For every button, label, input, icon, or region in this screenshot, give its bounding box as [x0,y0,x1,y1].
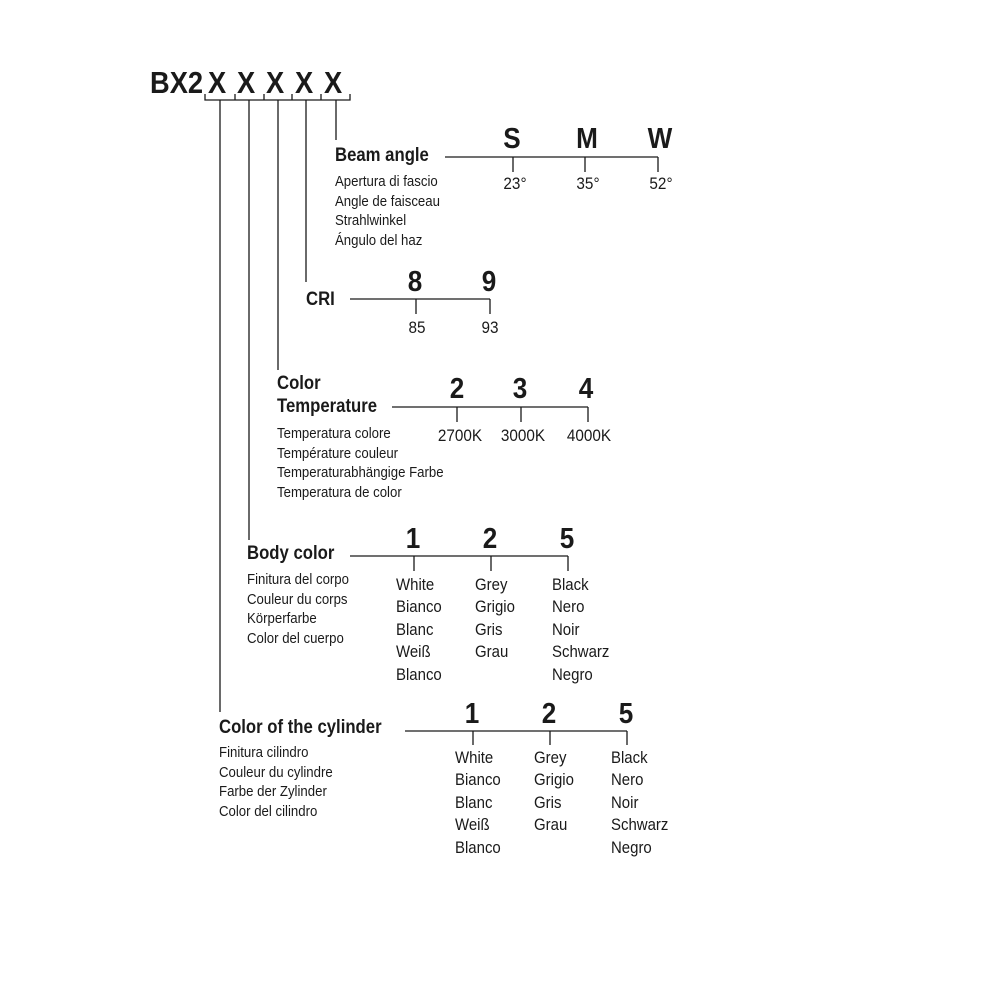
cyl-option-value: Blanco [455,837,501,857]
body-option-value: Blanco [396,664,442,684]
cyl-option-code: 1 [464,698,480,730]
cyl-option-list [611,747,668,859]
body-option-value: Noir [552,619,580,639]
temp-title-line: Color [277,373,321,394]
cyl-option-value: Schwarz [611,815,669,835]
temp-option-value: 4000K [566,426,612,445]
cri-title: CRI [306,289,335,310]
cyl-option-code: 5 [618,698,634,730]
body-translation: Körperfarbe [247,610,317,628]
body-option-value: Nero [552,597,585,617]
cyl-translation: Couleur du cylindre [219,763,333,781]
temp-translation: Temperatura colore [277,425,391,442]
temp-option-value: 2700K [437,426,483,445]
cyl-translation: Color del cilindro [219,803,318,821]
code-placeholder-cylinder: X [208,65,227,100]
cyl-option-value: Black [611,748,648,767]
beam-option-value: 35° [576,174,600,193]
body-option-value: Schwarz [552,642,610,662]
cyl-translation: Finitura cilindro [219,744,309,761]
cyl-option-value: Grau [534,815,568,835]
cyl-option-value: Weiß [455,815,490,835]
cyl-option-list [534,747,574,837]
cyl-option-list [455,747,501,859]
beam-translation: Angle de faisceau [335,192,440,210]
temp-option-code: 2 [449,373,465,405]
beam-title: Beam angle [335,145,429,166]
body-option-value: Blanc [396,619,434,639]
cyl-option-value: Bianco [455,770,501,790]
cyl-option-value: Gris [534,792,562,812]
body-translation: Couleur du corps [247,590,348,608]
cyl-title: Color of the cylinder [219,717,382,738]
body-translations [247,570,349,649]
beam-option-code: W [647,123,673,155]
body-option-value: Gris [475,619,503,639]
body-option-list [475,574,515,664]
code-placeholder-temp: X [266,65,285,100]
cyl-translation: Farbe der Zylinder [219,783,327,801]
body-option-list [396,574,442,686]
body-option-value: Bianco [396,597,442,617]
temp-translation: Température couleur [277,444,399,462]
body-option-value: Negro [552,664,593,684]
cyl-option-value: Noir [611,792,639,812]
temp-option-code: 3 [512,373,528,405]
cyl-option-value: White [455,748,494,767]
body-option-code: 5 [559,523,575,555]
body-translation: Finitura del corpo [247,571,349,588]
code-placeholder-beam: X [324,65,343,100]
temp-title-line: Temperature [277,396,378,417]
cyl-translations [219,743,333,822]
code-prefix: BX2 [150,65,204,100]
cyl-option-value: Blanc [455,792,493,812]
beam-option-value: 52° [649,174,673,193]
temp-translations [277,424,444,503]
code-placeholder-cri: X [295,65,314,100]
temp-translation: Temperaturabhängige Farbe [277,464,444,482]
temp-translation: Temperatura de color [277,484,402,502]
cyl-option-value: Nero [611,770,644,790]
body-option-value: Grigio [475,597,515,617]
body-option-code: 1 [405,523,421,555]
cyl-option-value: Negro [611,837,652,857]
body-option-list [552,574,609,686]
body-option-value: Weiß [396,642,431,662]
body-option-value: Black [552,575,589,594]
cri-option-code: 9 [481,266,497,298]
beam-translations [335,172,440,251]
body-option-value: White [396,575,435,594]
beam-translation: Strahlwinkel [335,212,407,230]
cri-option-value: 85 [408,318,426,337]
body-option-value: Grau [475,642,509,662]
cyl-option-code: 2 [541,698,557,730]
beam-option-code: M [576,123,598,155]
body-option-code: 2 [482,523,498,555]
cyl-option-value: Grey [534,748,567,767]
temp-option-value: 3000K [500,426,546,445]
body-option-value: Grey [475,575,508,594]
temp-option-code: 4 [578,373,594,405]
body-title: Body color [247,543,335,564]
cri-option-code: 8 [407,266,423,298]
code-placeholder-body: X [237,65,256,100]
beam-translation: Ángulo del haz [335,232,423,250]
beam-translation: Apertura di fascio [335,173,438,190]
cyl-option-value: Grigio [534,770,574,790]
temp-title [277,372,377,418]
beam-option-code: S [503,123,521,155]
beam-option-value: 23° [503,174,527,193]
body-translation: Color del cuerpo [247,630,344,648]
cri-option-value: 93 [481,318,499,337]
